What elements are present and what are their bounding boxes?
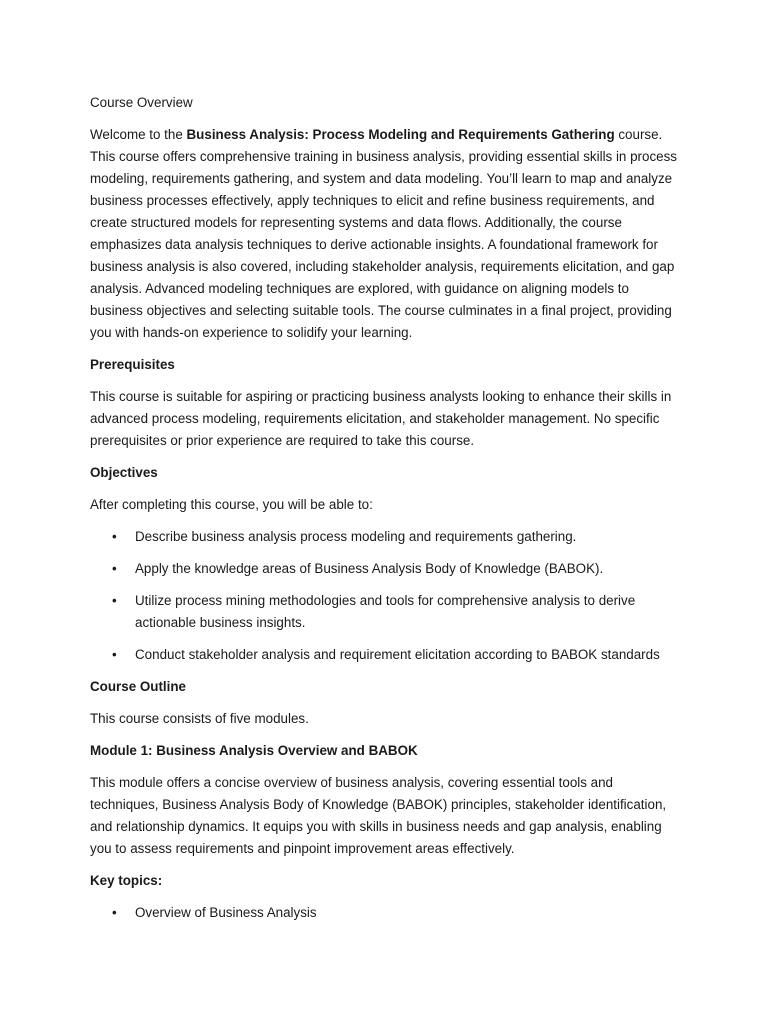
list-item bbox=[90, 902, 684, 924]
objectives-intro: After completing this course, you will be able to: bbox=[90, 497, 373, 512]
objectives-list bbox=[90, 526, 684, 666]
prerequisites-heading: Prerequisites bbox=[90, 357, 175, 372]
bullet-icon: • bbox=[112, 593, 117, 608]
objective-text: Apply the knowledge areas of Business Analysis Body of Knowledge (BABOK). bbox=[135, 561, 604, 576]
list-item bbox=[90, 558, 684, 580]
welcome-prefix: Welcome to the bbox=[90, 127, 187, 142]
welcome-paragraph bbox=[90, 124, 684, 344]
welcome-rest: course. This course offers comprehensive training in business analysis, providing essential skills in process modeling, requirements gathering, and system and data modeling. You’ll learn to map and analyze business processes effectively, apply techniques to elicit and refine business requirements, and create structured models for representing systems and data flows. Additionally, the course emphasizes data analysis techniques to derive actionable insights. A foundational framework for business analysis is also covered, including stakeholder analysis, requirements elicitation, and gap analysis. Advanced modeling techniques are explored, with guidance on aligning models to business objectives and selecting suitable tools. The course culminates in a final project, providing you with hands-on experience to solidify your learning. bbox=[90, 127, 677, 340]
bullet-icon: • bbox=[112, 905, 117, 920]
module-1-paragraph: This module offers a concise overview of business analysis, covering essential tools and techniques, Business Analysis Body of Knowledge (BABOK) principles, stakeholder identification, and relationship dynamics. It equips you with skills in business needs and gap analysis, enabling you to assess requirements and pinpoint improvement areas effectively. bbox=[90, 775, 667, 856]
bullet-icon: • bbox=[112, 561, 117, 576]
bullet-icon: • bbox=[112, 529, 117, 544]
objective-text: Utilize process mining methodologies and tools for comprehensive analysis to derive actionable business insights. bbox=[135, 593, 636, 630]
course-outline-text: This course consists of five modules. bbox=[90, 711, 309, 726]
course-overview-title: Course Overview bbox=[90, 95, 193, 110]
course-name: Business Analysis: Process Modeling and Requirements Gathering bbox=[186, 127, 615, 142]
objectives-heading: Objectives bbox=[90, 465, 158, 480]
module-1-heading: Module 1: Business Analysis Overview and BABOK bbox=[90, 743, 418, 758]
list-item bbox=[90, 590, 684, 634]
key-topics-heading: Key topics: bbox=[90, 873, 163, 888]
list-item bbox=[90, 644, 684, 666]
course-outline-heading: Course Outline bbox=[90, 679, 186, 694]
list-item bbox=[90, 526, 684, 548]
key-topic-text: Overview of Business Analysis bbox=[135, 905, 317, 920]
objective-text: Conduct stakeholder analysis and requirement elicitation according to BABOK standards bbox=[135, 647, 660, 662]
bullet-icon: • bbox=[112, 647, 117, 662]
prerequisites-paragraph: This course is suitable for aspiring or practicing business analysts looking to enhance their skills in advanced process modeling, requirements elicitation, and stakeholder management. No specific prerequisites or prior experience are required to take this course. bbox=[90, 389, 672, 448]
objective-text: Describe business analysis process modeling and requirements gathering. bbox=[135, 529, 577, 544]
key-topics-list bbox=[90, 902, 684, 924]
